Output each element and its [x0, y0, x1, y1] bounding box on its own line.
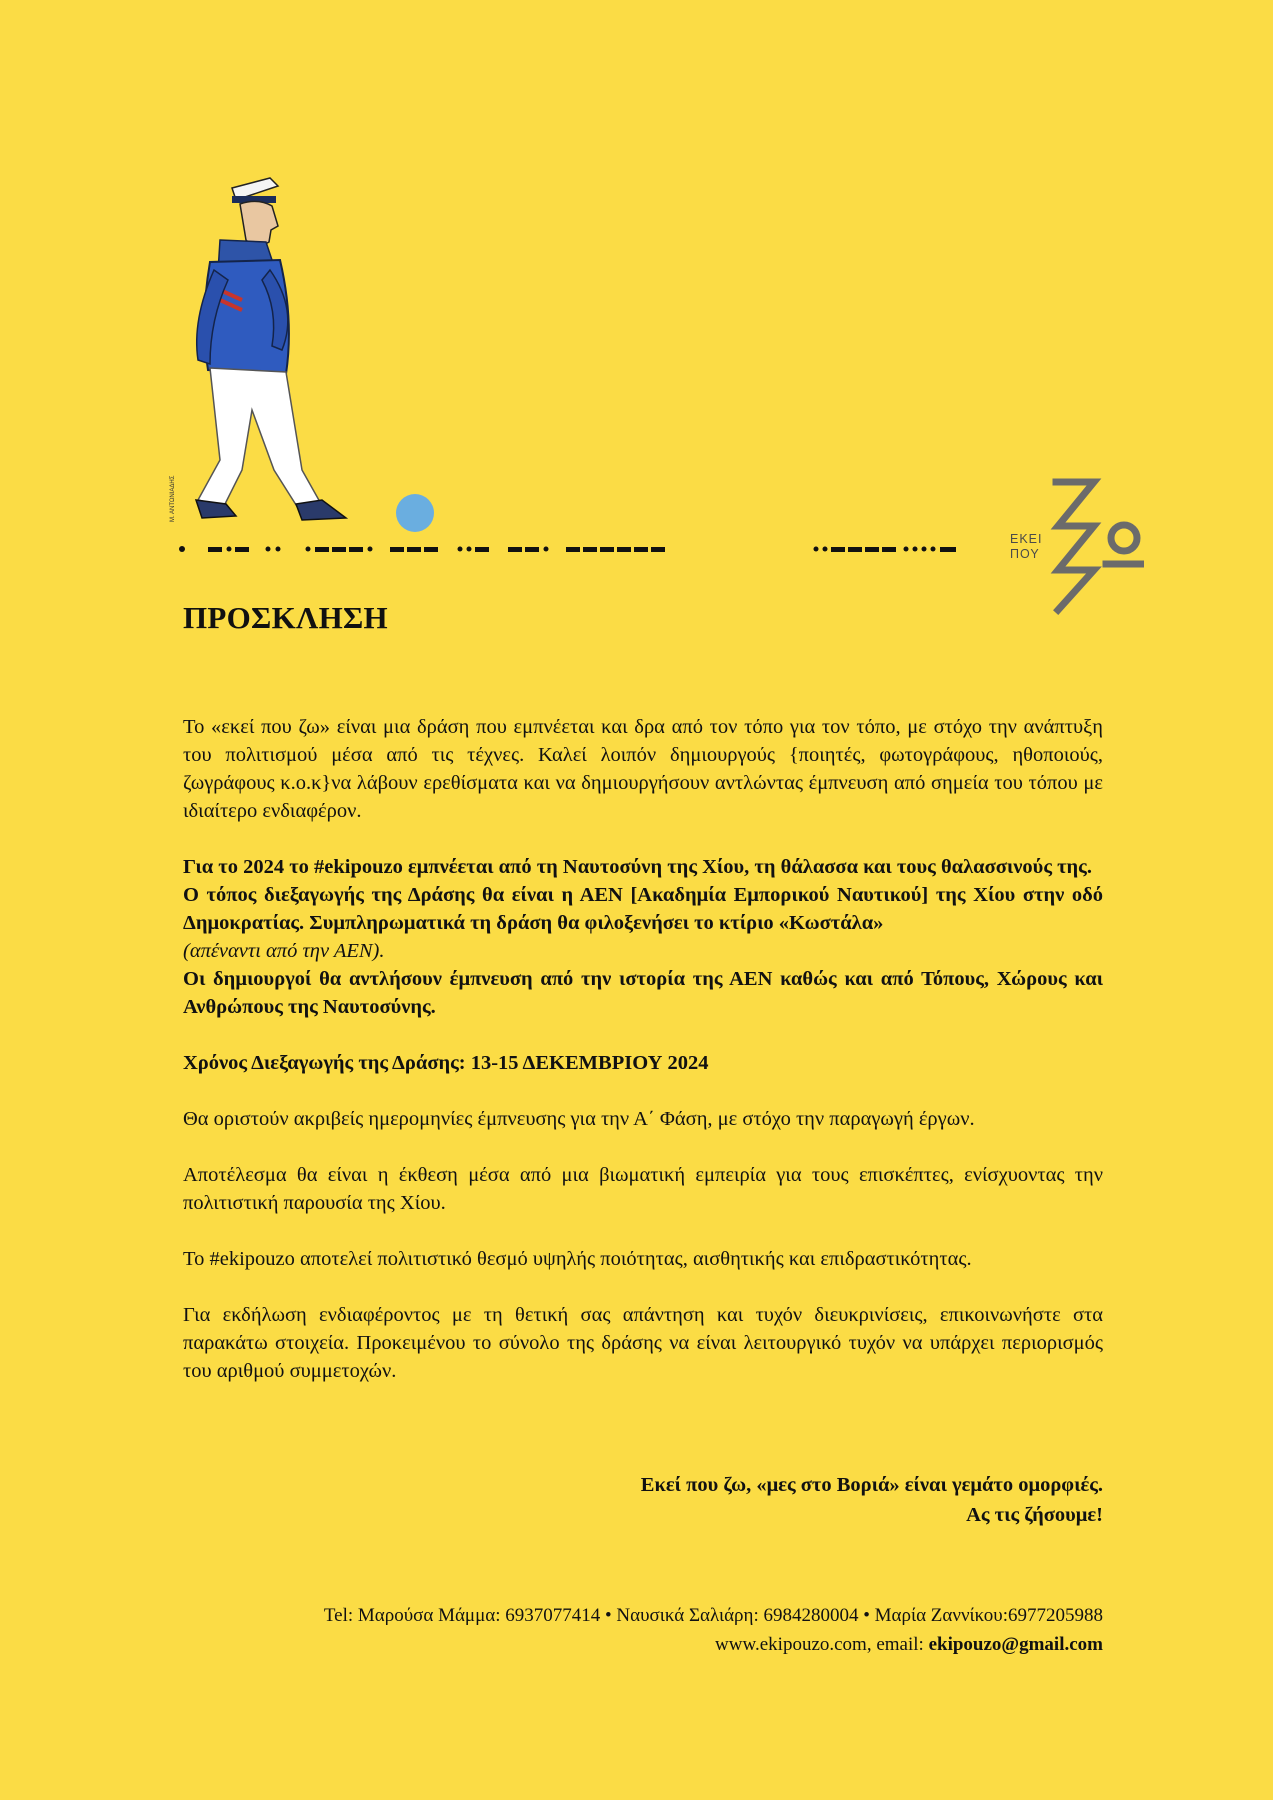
contact-info [183, 1601, 1103, 1659]
web-email-line [183, 1630, 1103, 1659]
venue-text: Ο τόπος διεξαγωγής της Δράσης θα είναι η ΑΕΝ [Ακαδημία Εμπορικού Ναυτικού] της Χίου στην οδό Δημοκρατίας. Συμπληρωματικά τη δράση θα φιλοξενήσει το κτίριο «Κωστάλα» [183, 884, 1103, 934]
contact-request-paragraph: Για εκδήλωση ενδιαφέροντος με τη θετική σας απάντηση και τυχόν διευκρινίσεις, επικοινωνήστε στα παρακάτω στοιχεία. Προκειμένου το σύνολο της δράσης να είναι λειτουργικό τυχόν να υπάρχει περιορισμός του αριθμού συμμετοχών. [183, 1304, 1103, 1382]
logo-line-2: ΠΟΥ [1010, 547, 1040, 561]
zo-logo-icon [1048, 476, 1144, 616]
logo-text [1010, 532, 1043, 562]
email-link[interactable]: ekipouzo@gmail.com [928, 1634, 1103, 1655]
closing-line-1: Εκεί που ζω, «μες στο Βοριά» είναι γεμάτο ομορφιές. [640, 1474, 1103, 1496]
artist-signature: Μ. ΑΝΤΩΝΙΑΔΗΣ [170, 475, 176, 522]
morse-code-divider [178, 542, 998, 556]
venue-paragraph [183, 881, 1103, 965]
venue-note: (απέναντι από την ΑΕΝ). [183, 940, 385, 962]
blue-ball-decoration [396, 494, 434, 532]
sailor-illustration-icon [170, 170, 385, 535]
theme-paragraph: Για το 2024 το #ekipouzo εμπνέεται από τη Ναυτοσύνη της Χίου, τη θάλασσα και τους θαλασσινούς της. [183, 856, 1092, 878]
phase-paragraph: Θα οριστούν ακριβείς ημερομηνίες έμπνευσης για την Α΄ Φάση, με στόχο την παραγωγή έργων. [183, 1108, 975, 1130]
inspiration-paragraph: Οι δημιουργοί θα αντλήσουν έμπνευση από την ιστορία της ΑΕΝ καθώς και από Τόπους, Χώρους και Ανθρώπους της Ναυτοσύνης. [183, 968, 1103, 1018]
intro-paragraph: Το «εκεί που ζω» είναι μια δράση που εμπνέεται και δρα από τον τόπο για τον τόπο, με στόχο την ανάπτυξη του πολιτισμού μέσα από τις τέχνες. Καλεί λοιπόν δημιουργούς {ποιητές, φωτογράφους, ηθοποιούς, ζωγράφους κ.ο.κ}να λάβουν ερεθίσματα και να δημιουργήσουν αντλώντας έμπνευση από σημεία του τόπου με ιδιαίτερο ενδιαφέρον. [183, 716, 1103, 822]
closing-motto [183, 1470, 1103, 1530]
result-paragraph: Αποτέλεσμα θα είναι η έκθεση μέσα από μια βιωματική εμπειρία για τους επισκέπτες, ενίσχυοντας την πολιτιστική παρουσία της Χίου. [183, 1164, 1103, 1214]
dates-paragraph: Χρόνος Διεξαγωγής της Δράσης: 13-15 ΔΕΚΕΜΒΡΙΟΥ 2024 [183, 1052, 709, 1074]
invitation-body [183, 713, 1103, 1385]
website-link[interactable]: www.ekipouzo.com, email: [715, 1634, 929, 1655]
page-title: ΠΡΟΣΚΛΗΣΗ [183, 600, 388, 635]
logo-line-1: ΕΚΕΙ [1010, 532, 1043, 546]
closing-line-2: Ας τις ζήσουμε! [966, 1504, 1103, 1526]
phone-numbers: Tel: Μαρούσα Μάμμα: 6937077414 • Ναυσικά Σαλιάρη: 6984280004 • Μαρία Ζαννίκου:6977205988 [323, 1605, 1103, 1626]
institution-paragraph: Το #ekipouzo αποτελεί πολιτιστικό θεσμό υψηλής ποιότητας, αισθητικής και επιδραστικότητας. [183, 1248, 972, 1270]
